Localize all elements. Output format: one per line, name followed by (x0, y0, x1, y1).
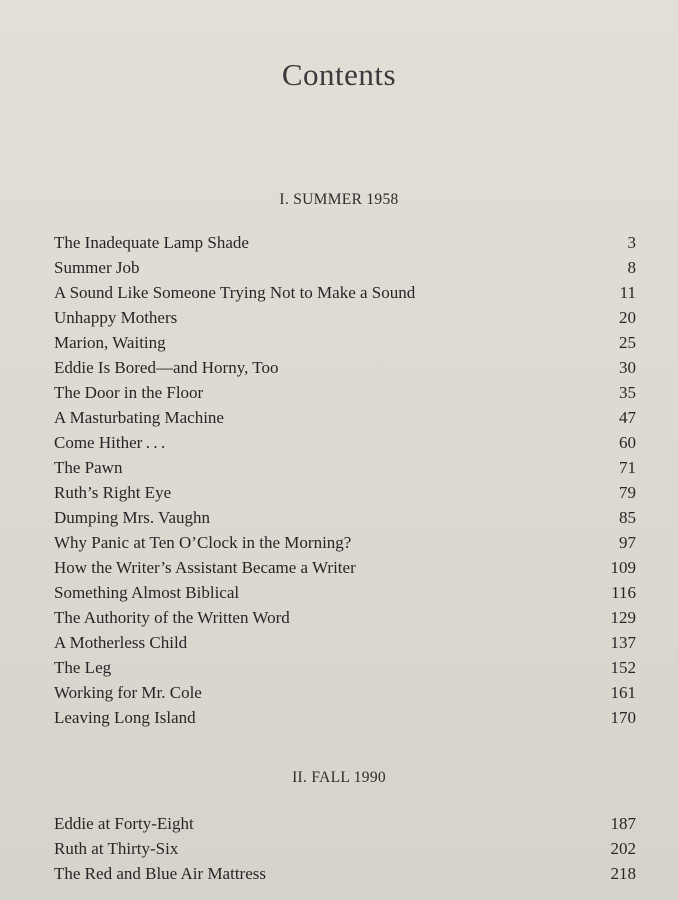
toc-entry-title: The Leg (54, 658, 112, 677)
toc-list-part-2 (54, 811, 636, 886)
toc-entry-title: The Door in the Floor (54, 383, 204, 402)
toc-entry-page-number: 161 (610, 683, 636, 702)
toc-entry-page-number: 109 (610, 558, 636, 577)
toc-entry (54, 305, 636, 330)
toc-entry-page-number: 152 (610, 658, 636, 677)
toc-entry-title: Dumping Mrs. Vaughn (54, 508, 210, 527)
toc-entry-title: Working for Mr. Cole (54, 683, 202, 702)
toc-entry-page-number: 30 (619, 358, 636, 377)
toc-entry (54, 255, 636, 280)
toc-entry-title: Summer Job (54, 258, 140, 277)
part-heading-summer-1958: I. SUMMER 1958 (279, 191, 399, 208)
toc-entry (54, 505, 636, 530)
toc-entry-title: Ruth’s Right Eye (54, 483, 172, 502)
toc-entry-title: A Motherless Child (54, 633, 188, 652)
toc-entry-page-number: 8 (627, 258, 636, 277)
toc-entry-title: Unhappy Mothers (54, 308, 178, 327)
toc-entry-page-number: 11 (619, 283, 636, 302)
toc-entry (54, 580, 636, 605)
toc-entry (54, 680, 636, 705)
toc-entry-page-number: 85 (619, 508, 636, 527)
toc-entry-title: The Inadequate Lamp Shade (54, 233, 249, 252)
toc-entry (54, 555, 636, 580)
toc-entry-page-number: 47 (619, 408, 636, 427)
toc-entry-page-number: 187 (610, 814, 636, 833)
toc-entry-page-number: 116 (611, 583, 636, 602)
toc-entry-title: Come Hither . . . (54, 433, 166, 452)
toc-entry (54, 705, 636, 730)
toc-entry-page-number: 20 (619, 308, 636, 327)
toc-entry-page-number: 60 (619, 433, 636, 452)
toc-entry-title: A Masturbating Machine (54, 408, 224, 427)
toc-entry-title: Marion, Waiting (54, 333, 166, 352)
toc-entry (54, 655, 636, 680)
toc-entry-page-number: 129 (610, 608, 636, 627)
toc-entry-title: Eddie Is Bored—and Horny, Too (54, 358, 279, 377)
toc-entry (54, 380, 636, 405)
toc-entry-page-number: 79 (619, 483, 636, 502)
toc-entry (54, 455, 636, 480)
toc-entry-title: Leaving Long Island (54, 708, 196, 727)
toc-entry (54, 605, 636, 630)
toc-entry (54, 280, 636, 305)
toc-entry-page-number: 97 (619, 533, 636, 552)
toc-entry-page-number: 35 (619, 383, 636, 402)
toc-entry-page-number: 71 (619, 458, 636, 477)
toc-entry-title: The Red and Blue Air Mattress (54, 864, 266, 883)
toc-entry (54, 811, 636, 836)
page-title: Contents (281, 57, 397, 92)
toc-entry-title: Eddie at Forty-Eight (54, 814, 194, 833)
part-heading-fall-1990: II. FALL 1990 (292, 769, 386, 786)
toc-entry-title: Ruth at Thirty-Six (54, 839, 179, 858)
toc-list-part-1 (54, 230, 636, 730)
toc-entry-page-number: 218 (610, 864, 636, 883)
toc-entry (54, 861, 636, 886)
toc-entry-title: The Authority of the Written Word (54, 608, 290, 627)
toc-entry-page-number: 170 (610, 708, 636, 727)
toc-entry (54, 480, 636, 505)
toc-entry (54, 530, 636, 555)
toc-entry-title: Why Panic at Ten O’Clock in the Morning? (54, 533, 352, 552)
toc-entry (54, 405, 636, 430)
toc-entry-title: How the Writer’s Assistant Became a Writer (54, 558, 356, 577)
toc-entry (54, 630, 636, 655)
toc-entry (54, 836, 636, 861)
toc-entry-page-number: 137 (610, 633, 636, 652)
toc-entry-page-number: 3 (627, 233, 636, 252)
toc-entry (54, 230, 636, 255)
toc-entry-title: Something Almost Biblical (54, 583, 240, 602)
toc-entry (54, 330, 636, 355)
toc-entry-page-number: 25 (619, 333, 636, 352)
toc-entry-page-number: 202 (610, 839, 636, 858)
toc-entry-title: A Sound Like Someone Trying Not to Make a Sound (54, 283, 416, 302)
toc-entry (54, 430, 636, 455)
toc-entry (54, 355, 636, 380)
toc-entry-title: The Pawn (54, 458, 123, 477)
